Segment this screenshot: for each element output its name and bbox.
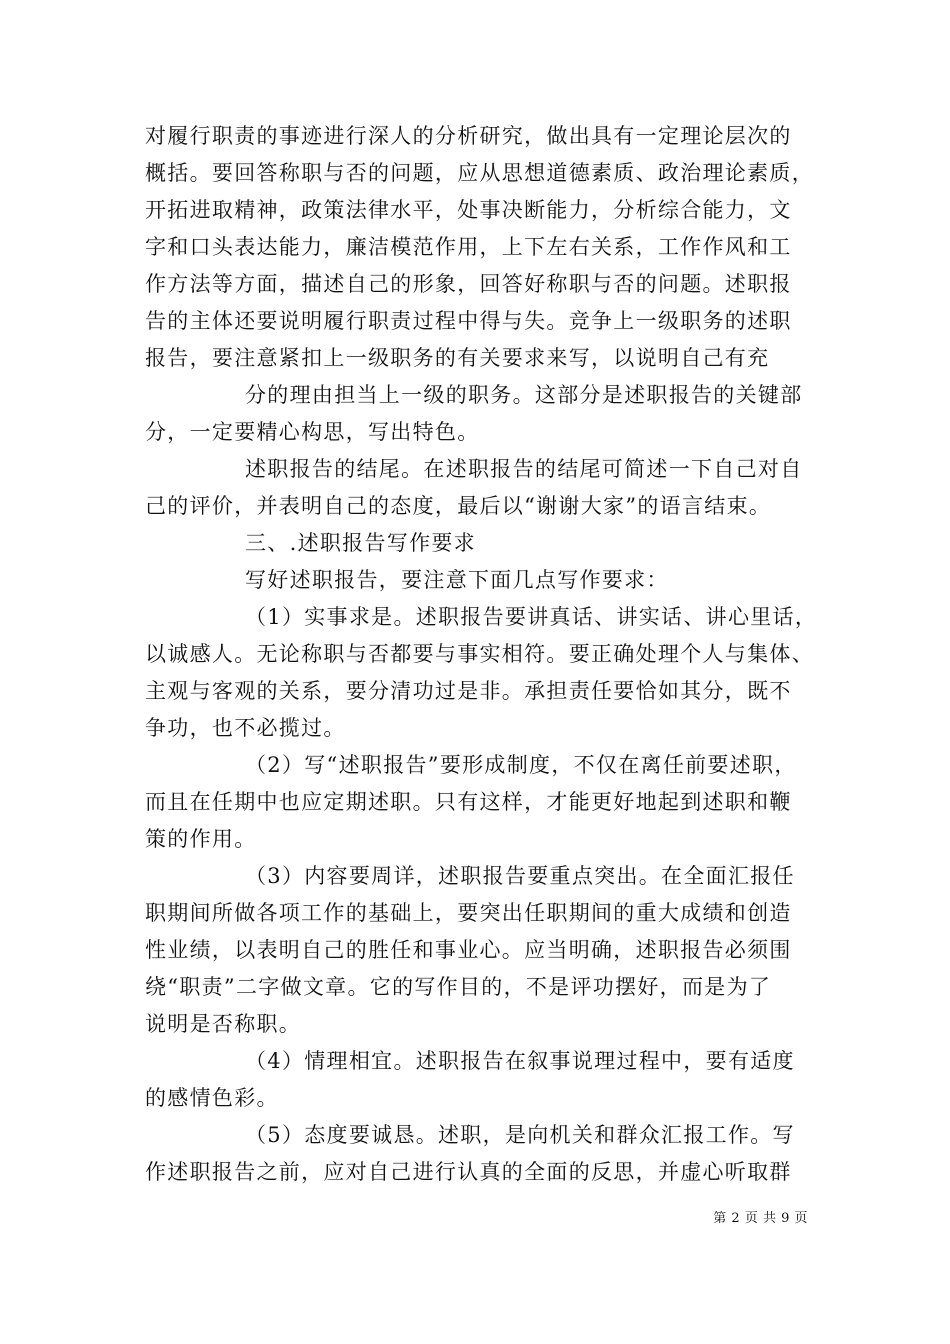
text-line: 作方法等方面，描述自己的形象，回答好称职与否的问题。述职报 xyxy=(145,272,792,296)
page-number: 第 2 页 共 9 页 xyxy=(713,1211,808,1226)
text-line: （2）写“述职报告”要形成制度，不仅在离任前要述职， xyxy=(245,753,797,777)
text-line: 职期间所做各项工作的基础上，要突出任职期间的重大成绩和创造 xyxy=(145,901,792,925)
text-line: 概括。要回答称职与否的问题，应从思想道德素质、政治理论素质， xyxy=(145,161,814,185)
text-line: 性业绩，以表明自己的胜任和事业心。应当明确，述职报告必须围 xyxy=(145,938,792,962)
text-line: 对履行职责的事迹进行深人的分析研究，做出具有一定理论层次的 xyxy=(145,124,792,148)
text-line: 述职报告的结尾。在述职报告的结尾可简述一下自己对自 xyxy=(245,457,803,481)
text-line: 以诚感人。无论称职与否都要与事实相符。要正确处理个人与集体、 xyxy=(145,642,814,666)
text-line: 分的理由担当上一级的职务。这部分是述职报告的关键部 xyxy=(245,383,803,407)
text-line: 的感情色彩。 xyxy=(145,1086,279,1110)
text-line: 说明是否称职。 xyxy=(145,1012,302,1036)
text-line: 争功，也不必揽过。 xyxy=(145,716,346,740)
text-line: （1）实事求是。述职报告要讲真话、讲实话、讲心里话， xyxy=(245,605,818,629)
text-line: （3）内容要周详，述职报告要重点突出。在全面汇报任 xyxy=(245,864,795,888)
text-line: 主观与客观的关系，要分清功过是非。承担责任要恰如其分，既不 xyxy=(145,679,792,703)
text-line: 己的评价，并表明自己的态度，最后以“谢谢大家”的语言结束。 xyxy=(145,494,772,518)
text-line: 字和口头表达能力，廉洁模范作用，上下左右关系，工作作风和工 xyxy=(145,235,792,259)
text-line: 开拓进取精神，政策法律水平，处事决断能力，分析综合能力，文 xyxy=(145,198,792,222)
text-line: 分，一定要精心构思，写出特色。 xyxy=(145,420,480,444)
text-line: 告的主体还要说明履行职责过程中得与失。竞争上一级职务的述职 xyxy=(145,309,792,333)
text-line: 写好述职报告，要注意下面几点写作要求： xyxy=(245,568,669,592)
text-line: （4）情理相宜。述职报告在叙事说理过程中，要有适度 xyxy=(245,1049,795,1073)
text-line: 三、.述职报告写作要求 xyxy=(245,531,476,555)
text-line: 作述职报告之前，应对自己进行认真的全面的反思，并虚心听取群 xyxy=(145,1160,792,1184)
body-text xyxy=(145,118,818,1191)
text-line: 而且在任期中也应定期述职。只有这样，才能更好地起到述职和鞭 xyxy=(145,790,792,814)
text-line: 绕“职责”二字做文章。它的写作目的，不是评功摆好，而是为了 xyxy=(145,975,772,999)
text-line: （5）态度要诚恳。述职，是向机关和群众汇报工作。写 xyxy=(245,1123,795,1147)
text-line: 策的作用。 xyxy=(145,827,257,851)
text-line: 报告，要注意紧扣上一级职务的有关要求来写，以说明自己有充 xyxy=(145,346,770,370)
